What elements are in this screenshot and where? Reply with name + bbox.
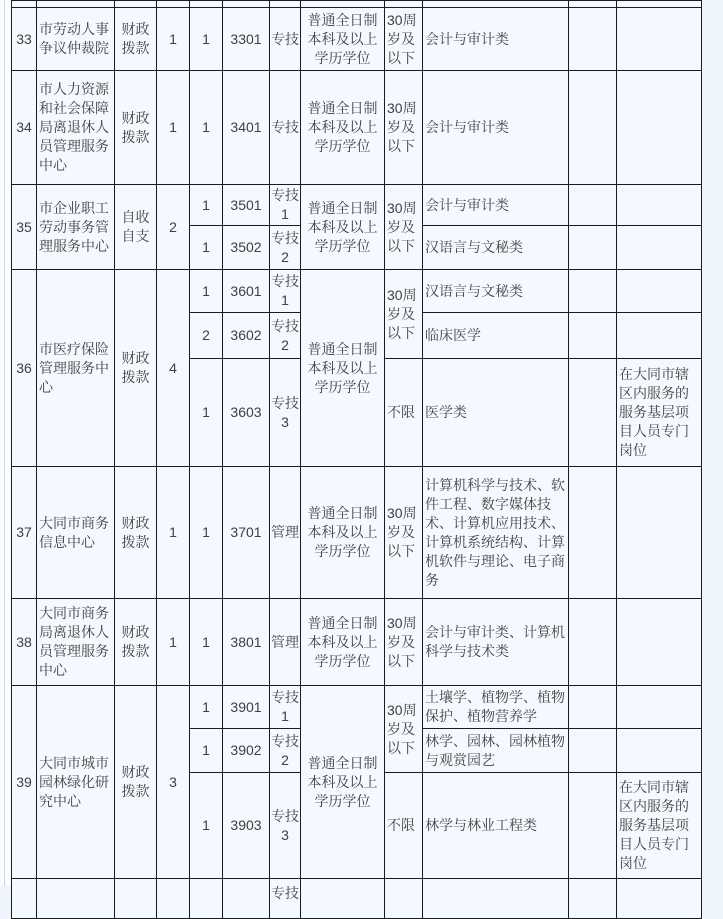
major-cell: 医学类 [423,359,569,467]
total-count-cell: 1 [157,599,190,686]
remark-cell [617,599,702,686]
partial-previous-row [12,1,702,8]
education-cell: 普通全日制本科及以上学历学位 [301,185,385,270]
major-cell: 汉语言与文秘类 [423,226,569,270]
unit-name-cell: 市企业职工劳动事务管理服务中心 [37,185,115,270]
unit-name-cell: 大同市商务信息中心 [37,467,115,599]
total-count-cell: 3 [157,686,190,879]
empty-cell [157,1,190,8]
position-code-cell: 3701 [223,467,270,599]
position-count-cell: 1 [190,8,223,71]
position-count-cell: 1 [190,729,223,773]
remark-cell: 在大同市辖区内服务的服务基层项目人员专门岗位 [617,359,702,467]
empty-cell [569,359,617,467]
row-number-cell: 36 [12,270,37,467]
remark-cell [617,71,702,185]
remark-cell [617,270,702,313]
position-type-cell: 专技3 [270,773,301,879]
age-limit-cell: 30周岁及以下 [385,599,423,686]
age-limit-cell: 不限 [385,773,423,879]
empty-cell [423,1,569,8]
age-limit-cell: 30周岁及以下 [385,467,423,599]
total-count-cell: 1 [157,71,190,185]
position-code-cell: 3801 [223,599,270,686]
empty-cell [12,879,37,919]
empty-cell [569,1,617,8]
age-limit-cell: 30周岁及以下 [385,686,423,773]
table-row-33 [12,8,702,71]
education-cell: 普通全日制本科及以上学历学位 [301,270,385,467]
education-cell: 普通全日制本科及以上学历学位 [301,599,385,686]
table-row-36-pos1 [12,270,702,313]
empty-cell [115,879,157,919]
empty-cell [12,1,37,8]
row-number-cell: 39 [12,686,37,879]
position-type-cell: 专技2 [270,226,301,270]
position-count-cell: 1 [190,71,223,185]
empty-cell [301,1,385,8]
total-count-cell: 1 [157,467,190,599]
position-type-cell: 专技 [270,71,301,185]
empty-cell [301,879,385,919]
funding-type-cell: 自收自支 [115,185,157,270]
position-count-cell: 1 [190,270,223,313]
empty-cell [115,1,157,8]
major-cell: 林学与林业工程类 [423,773,569,879]
empty-cell [37,1,115,8]
remark-cell [617,686,702,729]
unit-name-cell: 大同市城市园林绿化研究中心 [37,686,115,879]
total-count-cell: 1 [157,8,190,71]
empty-cell [569,773,617,879]
position-type-cell: 管理 [270,599,301,686]
education-cell: 普通全日制本科及以上学历学位 [301,467,385,599]
empty-cell [569,599,617,686]
funding-type-cell: 财政拨款 [115,467,157,599]
education-cell: 普通全日制本科及以上学历学位 [301,71,385,185]
row-number-cell: 34 [12,71,37,185]
age-limit-cell: 30周岁及以下 [385,71,423,185]
position-count-cell: 1 [190,185,223,226]
empty-cell [569,467,617,599]
position-code-cell: 3301 [223,8,270,71]
empty-cell [223,879,270,919]
recruitment-table [11,0,702,919]
empty-cell [190,879,223,919]
empty-cell [223,1,270,8]
page-left-margin [0,0,11,886]
position-count-cell: 1 [190,467,223,599]
remark-cell [617,467,702,599]
funding-type-cell: 财政拨款 [115,71,157,185]
empty-cell [385,1,423,8]
total-count-cell: 2 [157,185,190,270]
position-count-cell: 1 [190,599,223,686]
position-code-cell: 3401 [223,71,270,185]
position-code-cell: 3502 [223,226,270,270]
empty-cell [270,1,301,8]
major-cell: 土壤学、植物学、植物保护、植物营养学 [423,686,569,729]
position-type-cell: 专技1 [270,185,301,226]
position-code-cell: 3603 [223,359,270,467]
position-type-cell: 专技2 [270,313,301,359]
major-cell: 计算机科学与技术、软件工程、数字媒体技术、计算机应用技术、计算机系统结构、计算机软件与理论、电子商务 [423,467,569,599]
funding-type-cell: 财政拨款 [115,599,157,686]
funding-type-cell: 财政拨款 [115,8,157,71]
age-limit-cell: 不限 [385,359,423,467]
total-count-cell: 4 [157,270,190,467]
position-type-cell: 管理 [270,467,301,599]
age-limit-cell: 30周岁及以下 [385,8,423,71]
table-row-37 [12,467,702,599]
position-code-cell: 3602 [223,313,270,359]
empty-cell [569,226,617,270]
position-type-cell: 专技3 [270,359,301,467]
empty-cell [569,313,617,359]
unit-name-cell: 大同市商务局离退休人员管理服务中心 [37,599,115,686]
empty-cell [385,879,423,919]
position-type-cell: 专技1 [270,270,301,313]
major-cell: 林学、园林、园林植物与观赏园艺 [423,729,569,773]
remark-cell [617,313,702,359]
age-limit-cell: 30周岁及以下 [385,270,423,359]
major-cell: 会计与审计类、计算机科学与技术类 [423,599,569,686]
funding-type-cell: 财政拨款 [115,686,157,879]
empty-cell [569,729,617,773]
position-code-cell: 3902 [223,729,270,773]
major-cell: 临床医学 [423,313,569,359]
position-type-cell: 专技 [270,8,301,71]
partial-next-row [12,879,702,919]
position-code-cell: 3903 [223,773,270,879]
remark-cell [617,8,702,71]
unit-name-cell: 市人力资源和社会保障局离退休人员管理服务中心 [37,71,115,185]
empty-cell [569,71,617,185]
position-code-cell: 3901 [223,686,270,729]
empty-cell [569,879,617,919]
remark-cell [617,729,702,773]
unit-name-cell: 市医疗保险管理服务中心 [37,270,115,467]
empty-cell [569,8,617,71]
empty-cell [617,879,702,919]
major-cell: 会计与审计类 [423,8,569,71]
empty-cell [617,1,702,8]
row-number-cell: 35 [12,185,37,270]
table-row-38 [12,599,702,686]
table-row-34 [12,71,702,185]
empty-cell [569,686,617,729]
age-limit-cell: 30周岁及以下 [385,185,423,270]
remark-cell: 在大同市辖区内服务的服务基层项目人员专门岗位 [617,773,702,879]
empty-cell [569,270,617,313]
empty-cell [190,1,223,8]
row-number-cell: 33 [12,8,37,71]
row-number-cell: 37 [12,467,37,599]
position-count-cell: 2 [190,313,223,359]
position-type-cell: 专技 [270,879,301,919]
position-count-cell: 1 [190,686,223,729]
position-type-cell: 专技2 [270,729,301,773]
major-cell: 会计与审计类 [423,185,569,226]
funding-type-cell: 财政拨款 [115,270,157,467]
education-cell: 普通全日制本科及以上学历学位 [301,686,385,879]
major-cell: 会计与审计类 [423,71,569,185]
empty-cell [569,185,617,226]
position-count-cell: 1 [190,359,223,467]
remark-cell [617,185,702,226]
page-edge-line [4,0,5,886]
position-count-cell: 1 [190,773,223,879]
table-row-35-pos1 [12,185,702,226]
position-count-cell: 1 [190,226,223,270]
major-cell: 汉语言与文秘类 [423,270,569,313]
empty-cell [37,879,115,919]
position-code-cell: 3501 [223,185,270,226]
position-code-cell: 3601 [223,270,270,313]
empty-cell [423,879,569,919]
position-type-cell: 专技1 [270,686,301,729]
remark-cell [617,226,702,270]
row-number-cell: 38 [12,599,37,686]
table-row-39-pos1 [12,686,702,729]
education-cell: 普通全日制本科及以上学历学位 [301,8,385,71]
empty-cell [157,879,190,919]
unit-name-cell: 市劳动人事争议仲裁院 [37,8,115,71]
